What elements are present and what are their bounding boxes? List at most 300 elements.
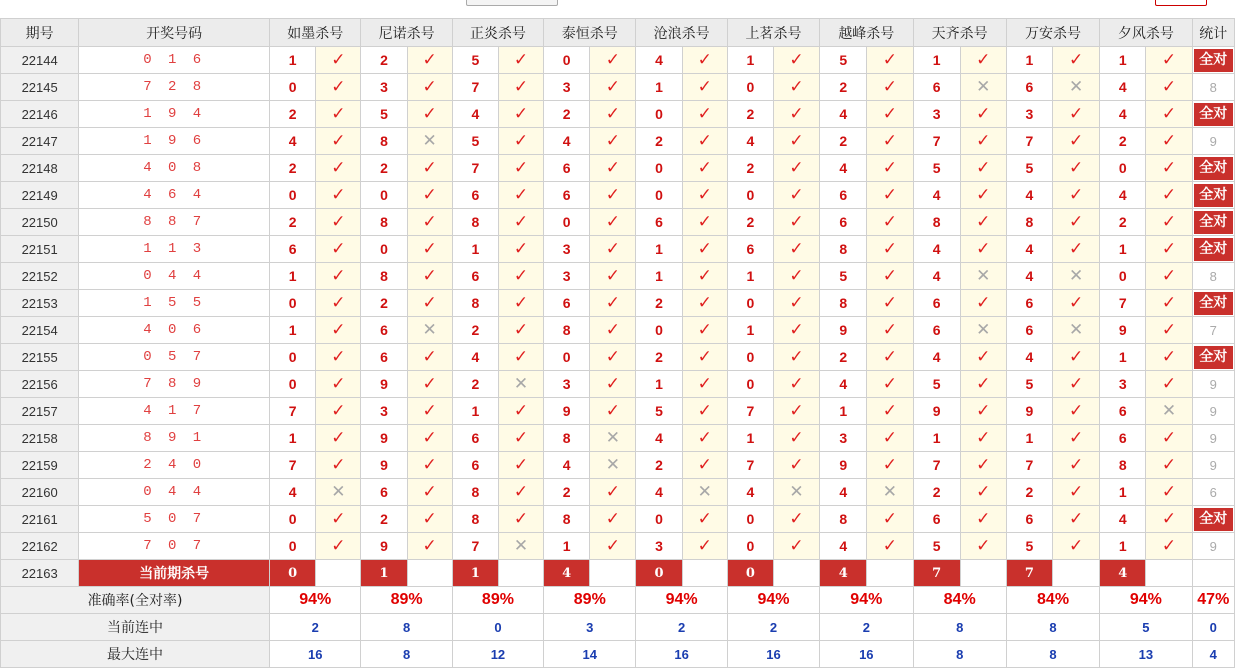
check-icon: ✓ xyxy=(1146,101,1192,128)
check-icon: ✓ xyxy=(682,182,727,209)
check-icon: ✓ xyxy=(1146,155,1192,182)
kill-number-cell: 7 xyxy=(1006,452,1052,479)
check-icon: ✓ xyxy=(867,263,913,290)
check-icon: ✓ xyxy=(407,182,452,209)
stat-cell: 9 xyxy=(1192,371,1234,398)
check-icon: ✓ xyxy=(1146,506,1192,533)
check-icon: ✓ xyxy=(867,236,913,263)
kill-number-cell: 6 xyxy=(913,317,960,344)
kill-number-cell: 7 xyxy=(270,452,316,479)
check-icon: ✓ xyxy=(590,344,636,371)
draw-number-cell: 7 0 7 xyxy=(79,533,270,560)
check-icon: ✓ xyxy=(773,101,819,128)
kill-number-cell: 5 xyxy=(1006,371,1052,398)
period-cell: 22154 xyxy=(1,317,79,344)
summary-value: 94% xyxy=(1100,587,1192,614)
check-icon: ✓ xyxy=(407,479,452,506)
kill-number-cell: 4 xyxy=(1006,236,1052,263)
kill-number-cell: 0 xyxy=(544,47,590,74)
summary-value: 16 xyxy=(820,641,913,668)
check-icon: ✓ xyxy=(1146,290,1192,317)
check-icon: ✓ xyxy=(960,452,1006,479)
kill-number-cell: 4 xyxy=(636,479,682,506)
summary-label: 当前连中 xyxy=(1,614,270,641)
kill-number-cell: 7 xyxy=(1100,290,1146,317)
kill-number-cell: 6 xyxy=(544,290,590,317)
table-row xyxy=(1,533,1235,560)
check-icon: ✓ xyxy=(773,209,819,236)
kill-number-cell: 8 xyxy=(361,128,407,155)
check-icon: ✓ xyxy=(407,236,452,263)
header-row xyxy=(1,19,1235,47)
check-icon: ✓ xyxy=(773,236,819,263)
kill-number-cell: 9 xyxy=(361,425,407,452)
kill-number-cell: 3 xyxy=(544,263,590,290)
check-icon: ✓ xyxy=(316,290,361,317)
kill-number-cell: 1 xyxy=(1100,344,1146,371)
kill-number-cell: 5 xyxy=(636,398,682,425)
check-icon: ✓ xyxy=(960,371,1006,398)
cross-icon: ✕ xyxy=(498,533,543,560)
kill-number-cell: 8 xyxy=(820,290,867,317)
period-cell: 22144 xyxy=(1,47,79,74)
check-icon: ✓ xyxy=(773,182,819,209)
stat-cell: 9 xyxy=(1192,425,1234,452)
kill-number-cell: 3 xyxy=(1006,101,1052,128)
all-correct-badge: 全对 xyxy=(1194,184,1233,207)
kill-number-cell: 3 xyxy=(1100,371,1146,398)
kill-number-cell: 5 xyxy=(452,47,498,74)
check-icon: ✓ xyxy=(498,182,543,209)
table-row xyxy=(1,344,1235,371)
period-cell: 22146 xyxy=(1,101,79,128)
table-row xyxy=(1,155,1235,182)
summary-value: 89% xyxy=(361,587,452,614)
kill-number-cell: 2 xyxy=(544,479,590,506)
summary-value: 8 xyxy=(361,641,452,668)
cross-icon: ✕ xyxy=(316,479,361,506)
kill-number-cell: 7 xyxy=(452,155,498,182)
kill-number-cell: 3 xyxy=(544,371,590,398)
draw-number-cell: 1 9 6 xyxy=(79,128,270,155)
kill-number-cell: 1 xyxy=(913,47,960,74)
kill-number-cell: 0 xyxy=(1100,263,1146,290)
kill-number-cell: 0 xyxy=(270,506,316,533)
kill-number-cell: 2 xyxy=(636,344,682,371)
query-button[interactable] xyxy=(1155,0,1207,6)
summary-value: 94% xyxy=(636,587,727,614)
draw-number-cell: 4 1 7 xyxy=(79,398,270,425)
check-icon: ✓ xyxy=(773,371,819,398)
kill-number-cell: 4 xyxy=(452,101,498,128)
kill-number-cell: 9 xyxy=(820,317,867,344)
kill-number-cell: 0 xyxy=(270,533,316,560)
empty-cell xyxy=(316,560,361,587)
check-icon: ✓ xyxy=(498,452,543,479)
kill-number-cell: 7 xyxy=(452,74,498,101)
check-icon: ✓ xyxy=(407,209,452,236)
check-icon: ✓ xyxy=(1146,47,1192,74)
period-cell: 22158 xyxy=(1,425,79,452)
check-icon: ✓ xyxy=(498,128,543,155)
kill-number-cell: 3 xyxy=(544,74,590,101)
kill-number-cell: 7 xyxy=(270,398,316,425)
kill-number-cell: 0 xyxy=(727,371,773,398)
summary-value: 2 xyxy=(727,614,819,641)
period-cell: 22161 xyxy=(1,506,79,533)
kill-number-cell: 0 xyxy=(636,101,682,128)
check-icon: ✓ xyxy=(1053,209,1100,236)
kill-number-cell: 4 xyxy=(544,128,590,155)
kill-number-cell: 4 xyxy=(544,452,590,479)
kill-number-cell: 6 xyxy=(913,290,960,317)
check-icon: ✓ xyxy=(682,101,727,128)
check-icon: ✓ xyxy=(1053,425,1100,452)
kill-number-cell: 0 xyxy=(727,290,773,317)
kill-number-cell: 9 xyxy=(361,533,407,560)
predictor-header: 上茗杀号 xyxy=(727,19,819,47)
check-icon: ✓ xyxy=(682,398,727,425)
kill-number-cell: 6 xyxy=(913,74,960,101)
summary-row xyxy=(1,641,1235,668)
check-icon: ✓ xyxy=(407,398,452,425)
stat-cell xyxy=(1192,209,1234,236)
check-icon: ✓ xyxy=(773,128,819,155)
kill-number-cell: 2 xyxy=(727,101,773,128)
check-icon: ✓ xyxy=(960,128,1006,155)
kill-number-cell: 1 xyxy=(913,425,960,452)
table-row xyxy=(1,506,1235,533)
kill-number-cell: 6 xyxy=(1006,74,1052,101)
period-cell: 22162 xyxy=(1,533,79,560)
kill-number-cell: 6 xyxy=(1006,290,1052,317)
stat-cell xyxy=(1192,506,1234,533)
kill-number-cell: 2 xyxy=(544,101,590,128)
check-icon: ✓ xyxy=(867,182,913,209)
check-icon: ✓ xyxy=(1053,236,1100,263)
draw-number-cell: 4 0 6 xyxy=(79,317,270,344)
kill-number-cell: 6 xyxy=(636,209,682,236)
all-correct-badge: 全对 xyxy=(1194,211,1233,234)
kill-number-cell: 8 xyxy=(820,236,867,263)
check-icon: ✓ xyxy=(1053,452,1100,479)
summary-value: 94% xyxy=(820,587,913,614)
check-icon: ✓ xyxy=(316,317,361,344)
kill-number-cell: 8 xyxy=(452,209,498,236)
kill-number-cell: 8 xyxy=(452,290,498,317)
check-icon: ✓ xyxy=(407,506,452,533)
kill-number-cell: 4 xyxy=(270,128,316,155)
check-icon: ✓ xyxy=(773,533,819,560)
check-icon: ✓ xyxy=(1146,452,1192,479)
check-icon: ✓ xyxy=(773,398,819,425)
kill-number-cell: 5 xyxy=(820,263,867,290)
predictor-header: 越峰杀号 xyxy=(820,19,913,47)
kill-number-cell: 6 xyxy=(913,506,960,533)
kill-number-cell: 2 xyxy=(820,74,867,101)
kill-number-cell: 9 xyxy=(544,398,590,425)
check-icon: ✓ xyxy=(867,47,913,74)
check-icon: ✓ xyxy=(867,317,913,344)
kill-number-cell: 1 xyxy=(636,236,682,263)
all-correct-badge: 全对 xyxy=(1194,508,1233,531)
check-icon: ✓ xyxy=(1146,344,1192,371)
check-icon: ✓ xyxy=(1053,290,1100,317)
check-icon: ✓ xyxy=(590,317,636,344)
summary-value: 89% xyxy=(544,587,636,614)
check-icon: ✓ xyxy=(867,425,913,452)
check-icon: ✓ xyxy=(773,317,819,344)
cross-icon: ✕ xyxy=(1053,74,1100,101)
draw-number-cell: 1 5 5 xyxy=(79,290,270,317)
kill-number-cell: 5 xyxy=(1006,155,1052,182)
top-toolbar-strip xyxy=(0,0,1235,18)
check-icon: ✓ xyxy=(316,101,361,128)
check-icon: ✓ xyxy=(498,236,543,263)
current-kill-number: 0 xyxy=(727,560,773,587)
kill-number-cell: 6 xyxy=(361,479,407,506)
check-icon: ✓ xyxy=(960,533,1006,560)
check-icon: ✓ xyxy=(1053,128,1100,155)
kill-number-cell: 7 xyxy=(913,452,960,479)
kill-number-cell: 8 xyxy=(820,506,867,533)
check-icon: ✓ xyxy=(590,236,636,263)
check-icon: ✓ xyxy=(316,263,361,290)
kill-number-cell: 0 xyxy=(270,290,316,317)
current-kill-number: 0 xyxy=(270,560,316,587)
kill-number-cell: 6 xyxy=(452,263,498,290)
kill-number-cell: 0 xyxy=(270,182,316,209)
summary-value: 13 xyxy=(1100,641,1192,668)
check-icon: ✓ xyxy=(407,74,452,101)
check-icon: ✓ xyxy=(682,317,727,344)
check-icon: ✓ xyxy=(1053,479,1100,506)
check-icon: ✓ xyxy=(1146,182,1192,209)
kill-number-cell: 8 xyxy=(1006,209,1052,236)
page-select-control[interactable] xyxy=(466,0,558,6)
predictor-header: 正炎杀号 xyxy=(452,19,543,47)
kill-number-cell: 0 xyxy=(361,182,407,209)
check-icon: ✓ xyxy=(590,371,636,398)
check-icon: ✓ xyxy=(498,263,543,290)
stat-cell: 9 xyxy=(1192,398,1234,425)
check-icon: ✓ xyxy=(1053,533,1100,560)
kill-number-cell: 1 xyxy=(544,533,590,560)
predictor-header: 泰恒杀号 xyxy=(544,19,636,47)
kill-number-cell: 8 xyxy=(452,479,498,506)
check-icon: ✓ xyxy=(682,236,727,263)
kill-number-cell: 7 xyxy=(452,533,498,560)
kill-number-cell: 7 xyxy=(727,398,773,425)
kill-number-cell: 9 xyxy=(361,371,407,398)
kill-number-cell: 3 xyxy=(913,101,960,128)
kill-number-cell: 0 xyxy=(361,236,407,263)
table-row xyxy=(1,236,1235,263)
check-icon: ✓ xyxy=(1146,209,1192,236)
kill-number-cell: 4 xyxy=(913,263,960,290)
summary-value: 5 xyxy=(1100,614,1192,641)
kill-number-cell: 5 xyxy=(913,155,960,182)
predictor-header: 天齐杀号 xyxy=(913,19,1006,47)
check-icon: ✓ xyxy=(682,155,727,182)
kill-number-cell: 6 xyxy=(452,452,498,479)
check-icon: ✓ xyxy=(590,155,636,182)
kill-number-cell: 1 xyxy=(1006,425,1052,452)
kill-number-cell: 7 xyxy=(1006,128,1052,155)
check-icon: ✓ xyxy=(1146,263,1192,290)
check-icon: ✓ xyxy=(590,479,636,506)
kill-number-cell: 4 xyxy=(913,236,960,263)
check-icon: ✓ xyxy=(960,479,1006,506)
kill-number-cell: 3 xyxy=(361,74,407,101)
check-icon: ✓ xyxy=(316,74,361,101)
period-cell: 22149 xyxy=(1,182,79,209)
kill-number-cell: 3 xyxy=(544,236,590,263)
check-icon: ✓ xyxy=(498,290,543,317)
kill-number-cell: 4 xyxy=(820,101,867,128)
all-correct-badge: 全对 xyxy=(1194,103,1233,126)
check-icon: ✓ xyxy=(498,479,543,506)
current-kill-label: 当前期杀号 xyxy=(79,560,270,587)
draw-number-cell: 0 4 4 xyxy=(79,479,270,506)
kill-number-cell: 4 xyxy=(636,425,682,452)
check-icon: ✓ xyxy=(498,317,543,344)
check-icon: ✓ xyxy=(1146,128,1192,155)
check-icon: ✓ xyxy=(1146,425,1192,452)
kill-number-cell: 4 xyxy=(270,479,316,506)
period-cell: 22151 xyxy=(1,236,79,263)
kill-number-cell: 8 xyxy=(361,209,407,236)
check-icon: ✓ xyxy=(590,533,636,560)
kill-number-cell: 3 xyxy=(820,425,867,452)
check-icon: ✓ xyxy=(773,290,819,317)
empty-cell xyxy=(1146,560,1192,587)
check-icon: ✓ xyxy=(590,47,636,74)
table-row xyxy=(1,47,1235,74)
kill-number-cell: 9 xyxy=(361,452,407,479)
check-icon: ✓ xyxy=(1053,506,1100,533)
kill-number-cell: 2 xyxy=(727,209,773,236)
kill-number-cell: 5 xyxy=(1006,533,1052,560)
kill-number-cell: 2 xyxy=(270,209,316,236)
table-row xyxy=(1,425,1235,452)
draw-number-cell: 7 8 9 xyxy=(79,371,270,398)
current-period-row xyxy=(1,560,1235,587)
kill-number-cell: 1 xyxy=(1100,236,1146,263)
draw-number-cell: 1 9 4 xyxy=(79,101,270,128)
kill-number-cell: 4 xyxy=(1100,74,1146,101)
check-icon: ✓ xyxy=(960,182,1006,209)
kill-number-cell: 0 xyxy=(636,155,682,182)
summary-value: 89% xyxy=(452,587,543,614)
period-cell: 22155 xyxy=(1,344,79,371)
cross-icon: ✕ xyxy=(590,425,636,452)
table-row xyxy=(1,479,1235,506)
stat-cell xyxy=(1192,290,1234,317)
summary-value: 16 xyxy=(727,641,819,668)
current-kill-number: 1 xyxy=(361,560,407,587)
kill-number-cell: 4 xyxy=(820,155,867,182)
kill-number-cell: 2 xyxy=(913,479,960,506)
kill-number-cell: 0 xyxy=(270,74,316,101)
table-row xyxy=(1,452,1235,479)
check-icon: ✓ xyxy=(773,263,819,290)
draw-number-cell: 8 9 1 xyxy=(79,425,270,452)
period-cell: 22145 xyxy=(1,74,79,101)
all-correct-badge: 全对 xyxy=(1194,346,1233,369)
kill-number-table xyxy=(0,18,1235,668)
current-kill-number: 4 xyxy=(544,560,590,587)
predictor-header: 沧浪杀号 xyxy=(636,19,727,47)
summary-value: 0 xyxy=(452,614,543,641)
kill-number-cell: 6 xyxy=(270,236,316,263)
kill-number-cell: 9 xyxy=(820,452,867,479)
check-icon: ✓ xyxy=(407,533,452,560)
check-icon: ✓ xyxy=(1146,479,1192,506)
current-kill-number: 7 xyxy=(913,560,960,587)
stat-cell xyxy=(1192,182,1234,209)
empty-cell xyxy=(1192,560,1234,587)
check-icon: ✓ xyxy=(407,47,452,74)
kill-number-cell: 6 xyxy=(1006,317,1052,344)
stat-cell: 9 xyxy=(1192,128,1234,155)
kill-number-cell: 2 xyxy=(361,506,407,533)
check-icon: ✓ xyxy=(407,155,452,182)
check-icon: ✓ xyxy=(682,74,727,101)
check-icon: ✓ xyxy=(1053,47,1100,74)
kill-number-cell: 6 xyxy=(1006,506,1052,533)
kill-number-cell: 5 xyxy=(913,533,960,560)
check-icon: ✓ xyxy=(682,506,727,533)
kill-number-cell: 7 xyxy=(913,128,960,155)
empty-cell xyxy=(960,560,1006,587)
current-kill-number: 7 xyxy=(1006,560,1052,587)
draw-number-cell: 4 0 8 xyxy=(79,155,270,182)
check-icon: ✓ xyxy=(407,452,452,479)
check-icon: ✓ xyxy=(407,344,452,371)
draw-header: 开奖号码 xyxy=(79,19,270,47)
cross-icon: ✕ xyxy=(867,479,913,506)
check-icon: ✓ xyxy=(682,344,727,371)
check-icon: ✓ xyxy=(867,128,913,155)
kill-number-cell: 3 xyxy=(361,398,407,425)
summary-value: 16 xyxy=(636,641,727,668)
summary-value: 84% xyxy=(913,587,1006,614)
kill-number-cell: 8 xyxy=(544,506,590,533)
kill-number-cell: 1 xyxy=(452,398,498,425)
kill-number-cell: 0 xyxy=(270,371,316,398)
empty-cell xyxy=(1053,560,1100,587)
check-icon: ✓ xyxy=(590,263,636,290)
table-row xyxy=(1,290,1235,317)
check-icon: ✓ xyxy=(316,47,361,74)
check-icon: ✓ xyxy=(867,506,913,533)
check-icon: ✓ xyxy=(773,74,819,101)
stat-cell: 6 xyxy=(1192,479,1234,506)
cross-icon: ✕ xyxy=(960,263,1006,290)
check-icon: ✓ xyxy=(316,506,361,533)
check-icon: ✓ xyxy=(682,371,727,398)
cross-icon: ✕ xyxy=(960,74,1006,101)
empty-cell xyxy=(590,560,636,587)
draw-number-cell: 7 2 8 xyxy=(79,74,270,101)
check-icon: ✓ xyxy=(867,209,913,236)
summary-label: 准确率(全对率) xyxy=(1,587,270,614)
table-row xyxy=(1,209,1235,236)
stat-cell xyxy=(1192,236,1234,263)
check-icon: ✓ xyxy=(316,425,361,452)
current-kill-number: 0 xyxy=(636,560,682,587)
